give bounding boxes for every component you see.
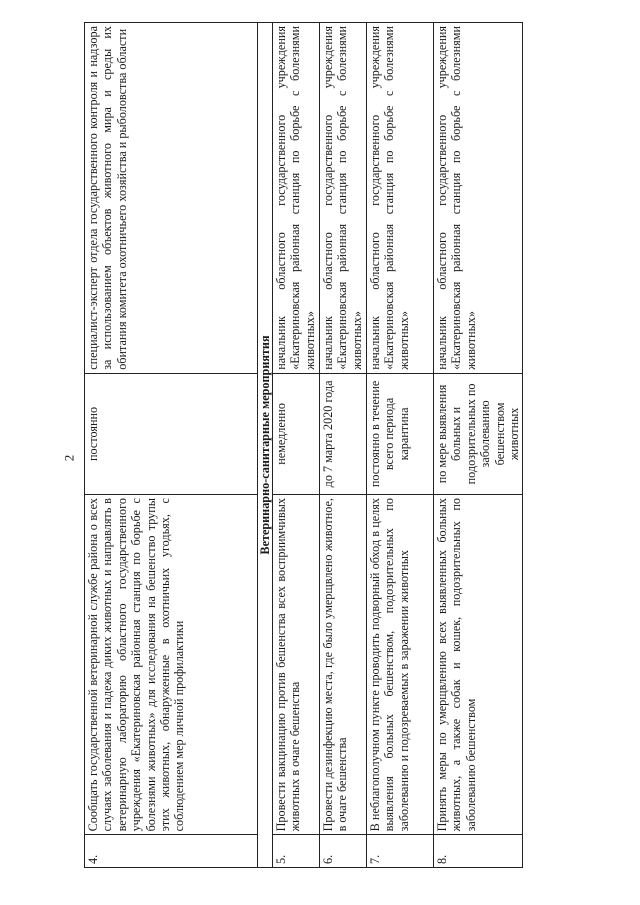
table-row <box>434 23 523 868</box>
row-task: Принять меры по умерщвлению всех выявленных больных животных, а также собак и кошек, подозрительных по заболеванию бешенством <box>434 495 523 835</box>
page-number: 2 <box>61 454 77 462</box>
table-row <box>85 23 258 868</box>
row-responsible: специалист-эксперт отдела государственного контроля и надзора за использованием объектов животного мира и среды их обитания комитета охотничьего хозяйства и рыболовства области <box>85 23 258 374</box>
row-number: 4. <box>85 835 258 868</box>
row-task: Сообщать государственной ветеринарной службе района о всех случаях заболевания и падежа диких животных и направлять в ветеринарную лабораторию областного государственного учреждения «Екатериновская районная станция по борьбе с болезнями животных» для исследования на бешенство трупы этих животных, обнаруженные в охотничьих угодьях, с соблюдением мер личной профилактики <box>85 495 258 835</box>
row-task: Провести дезинфекцию места, где было умерщвлено животное, в очаге бешенства <box>320 495 367 835</box>
row-responsible: начальник областного государственного учреждения «Екатериновская районная станция по борьбе с болезнями животных» <box>273 23 320 374</box>
row-responsible: начальник областного государственного учреждения «Екатериновская районная станция по борьбе с болезнями животных» <box>434 23 523 374</box>
rotated-table-frame <box>84 22 522 868</box>
row-term: до 7 марта 2020 года <box>320 373 367 494</box>
table-row <box>320 23 367 868</box>
section-row <box>258 23 273 868</box>
row-term: постоянно в течение всего периода карантина <box>367 373 434 494</box>
row-number: 5. <box>273 835 320 868</box>
section-title: Ветеринарно-санитарные мероприятия <box>258 23 273 868</box>
row-term: по мере выявления больных и подозрительных по заболеванию бешенством животных <box>434 373 523 494</box>
row-term: постоянно <box>85 373 258 494</box>
row-number: 7. <box>367 835 434 868</box>
row-number: 8. <box>434 835 523 868</box>
row-responsible: начальник областного государственного учреждения «Екатериновская районная станция по борьбе с болезнями животных» <box>320 23 367 374</box>
table-row <box>273 23 320 868</box>
row-term: немедленно <box>273 373 320 494</box>
row-task: Провести вакцинацию против бешенства всех восприимчивых животных в очаге бешенства <box>273 495 320 835</box>
row-task: В неблагополучном пункте проводить подворный обход в целях выявления больных бешенством, подозрительных по заболеванию и подозреваемых в заражении животных <box>367 495 434 835</box>
measures-table <box>84 22 523 868</box>
measures-table-container <box>84 22 522 882</box>
table-row <box>367 23 434 868</box>
row-responsible: начальник областного государственного учреждения «Екатериновская районная станция по борьбе с болезнями животных» <box>367 23 434 374</box>
row-number: 6. <box>320 835 367 868</box>
